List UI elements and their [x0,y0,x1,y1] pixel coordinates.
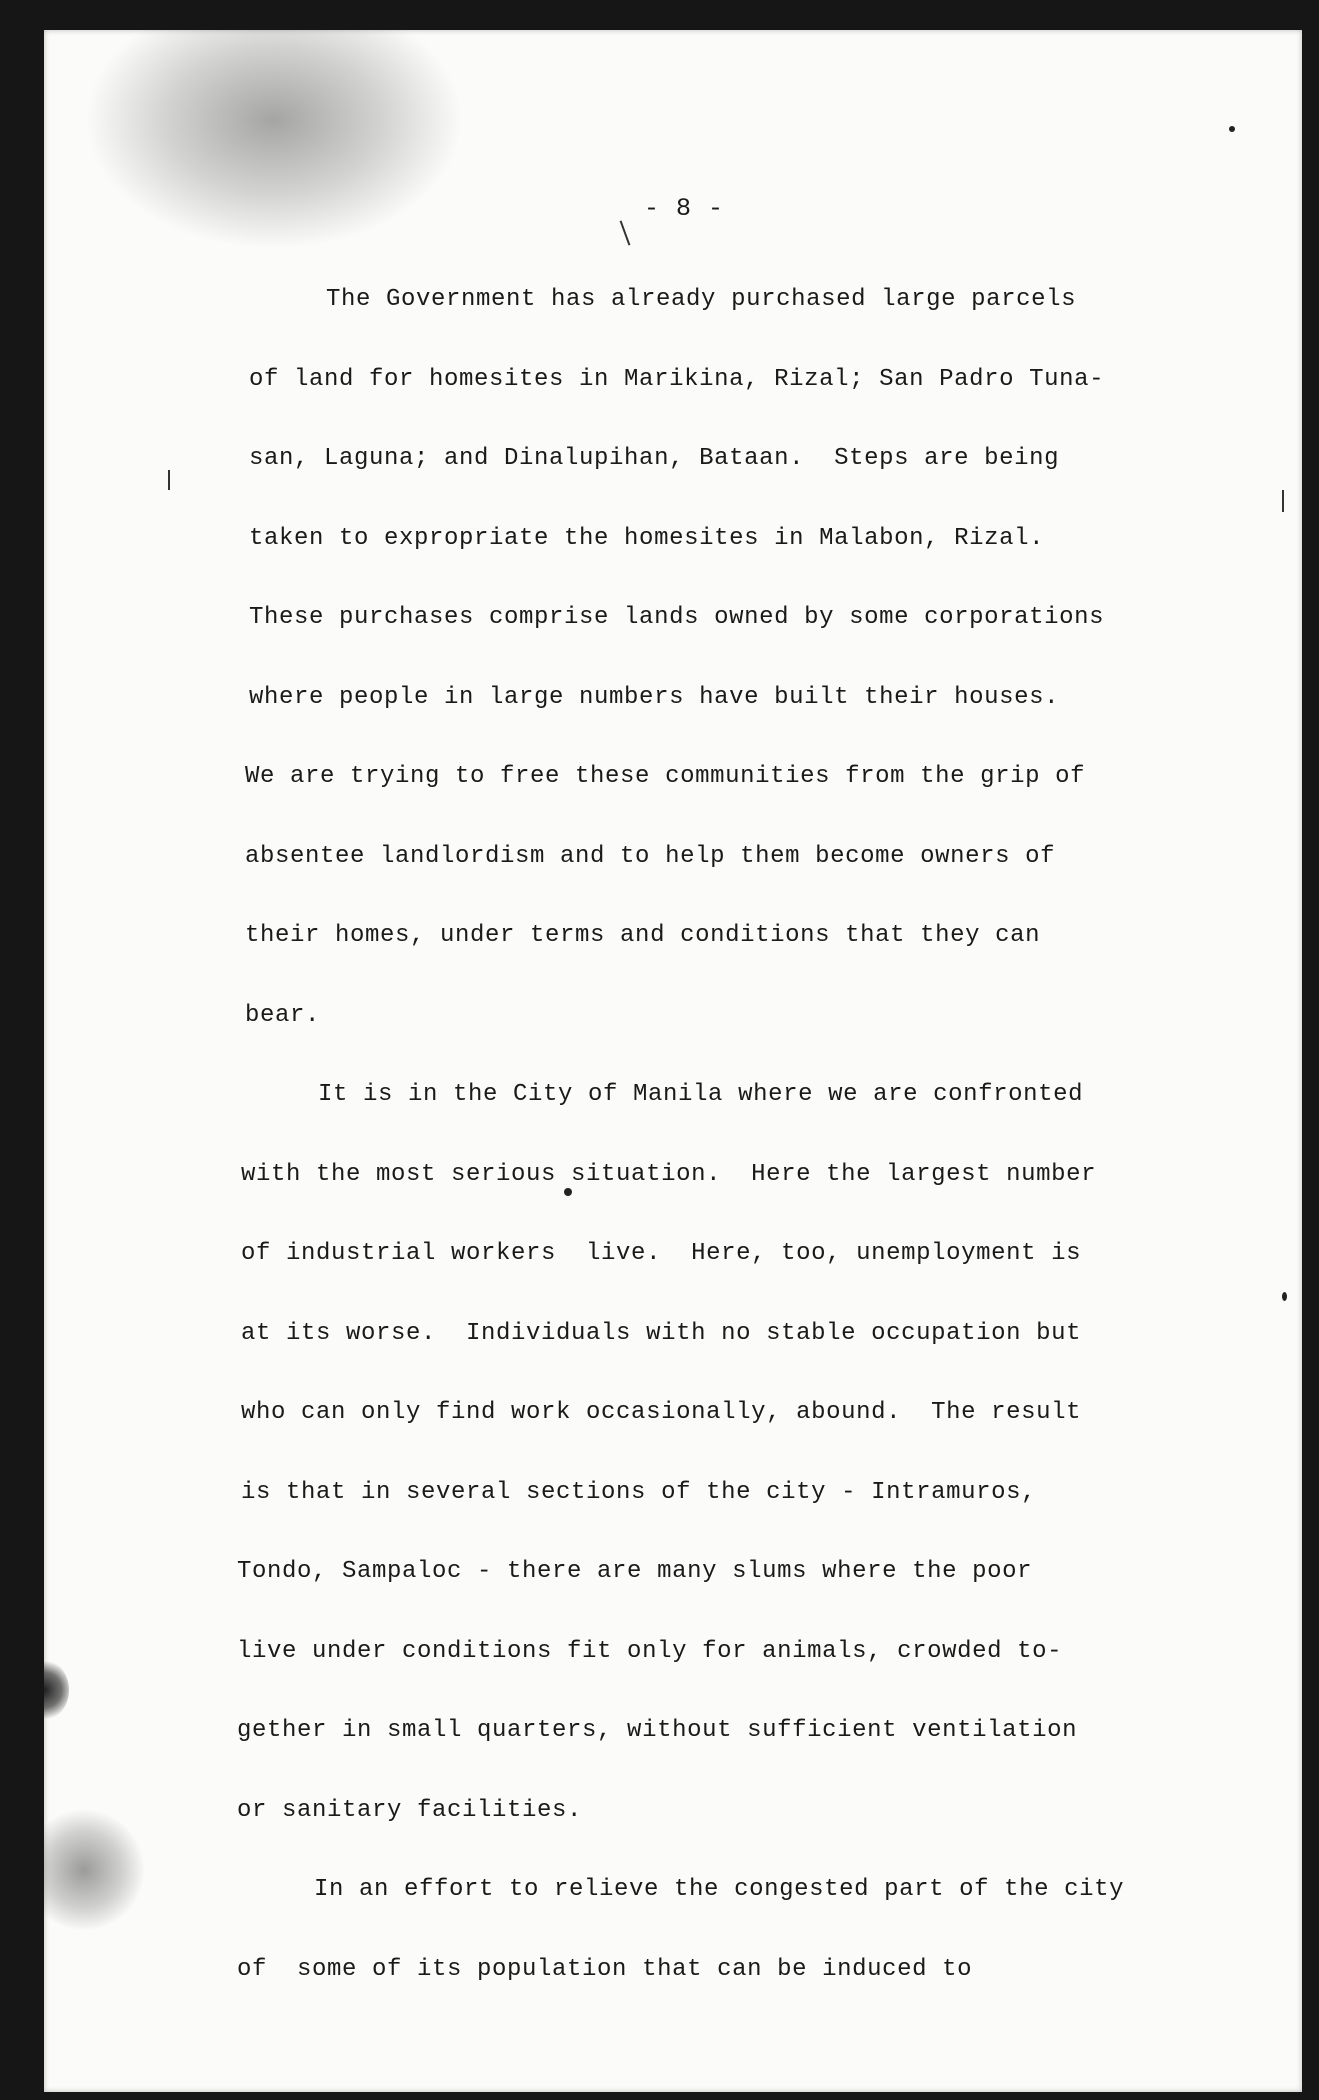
text-line: is that in several sections of the city - Intramuros, [241,1478,1037,1506]
text-line: taken to expropriate the homesites in Malabon, Rizal. [249,524,1045,552]
text-line: of land for homesites in Marikina, Rizal; San Padro Tuna- [249,365,1105,393]
ink-smudge-top [84,30,464,250]
text-line: with the most serious situation. Here the largest number [241,1160,1097,1188]
document-body [237,260,1229,2009]
text-line: gether in small quarters, without sufficient ventilation [237,1717,1078,1744]
paragraph [237,1055,1229,1850]
text-line: live under conditions fit only for animals, crowded to- [237,1637,1063,1665]
text-line: where people in large numbers have built their houses. [249,683,1060,711]
scan-mark [1282,490,1284,512]
scan-mark [620,220,631,245]
text-line: bear. [245,1001,321,1029]
ink-blot-left [44,1660,69,1720]
text-line: who can only find work occasionally, abound. The result [241,1399,1082,1426]
text-line: or sanitary facilities. [237,1796,583,1824]
text-line: It is in the City of Manila where we are confronted [318,1081,1084,1108]
text-line: We are trying to free these communities from the grip of [245,763,1086,790]
page-number: - 8 - [644,194,725,223]
scan-mark [168,470,170,490]
text-line: of industrial workers live. Here, too, unemployment is [241,1240,1082,1267]
ink-smudge-left-low [44,1810,144,1930]
text-line: These purchases comprise lands owned by some corporations [249,604,1105,631]
text-line: san, Laguna; and Dinalupihan, Bataan. Steps are being [249,445,1060,472]
text-line: their homes, under terms and conditions that they can [245,922,1041,949]
scan-speck [1229,126,1235,132]
document-page [44,30,1302,2092]
text-line: In an effort to relieve the congested part of the city [314,1876,1125,1903]
text-line: absentee landlordism and to help them become owners of [245,842,1056,870]
paragraph [245,260,1229,1055]
text-line: Tondo, Sampaloc - there are many slums where the poor [237,1558,1033,1585]
text-line: at its worse. Individuals with no stable occupation but [241,1319,1082,1347]
paragraph [237,1850,1229,2009]
text-line: of some of its population that can be induced to [237,1955,973,1983]
text-line: The Government has already purchased large parcels [326,286,1077,313]
scan-speck [1282,1292,1287,1301]
